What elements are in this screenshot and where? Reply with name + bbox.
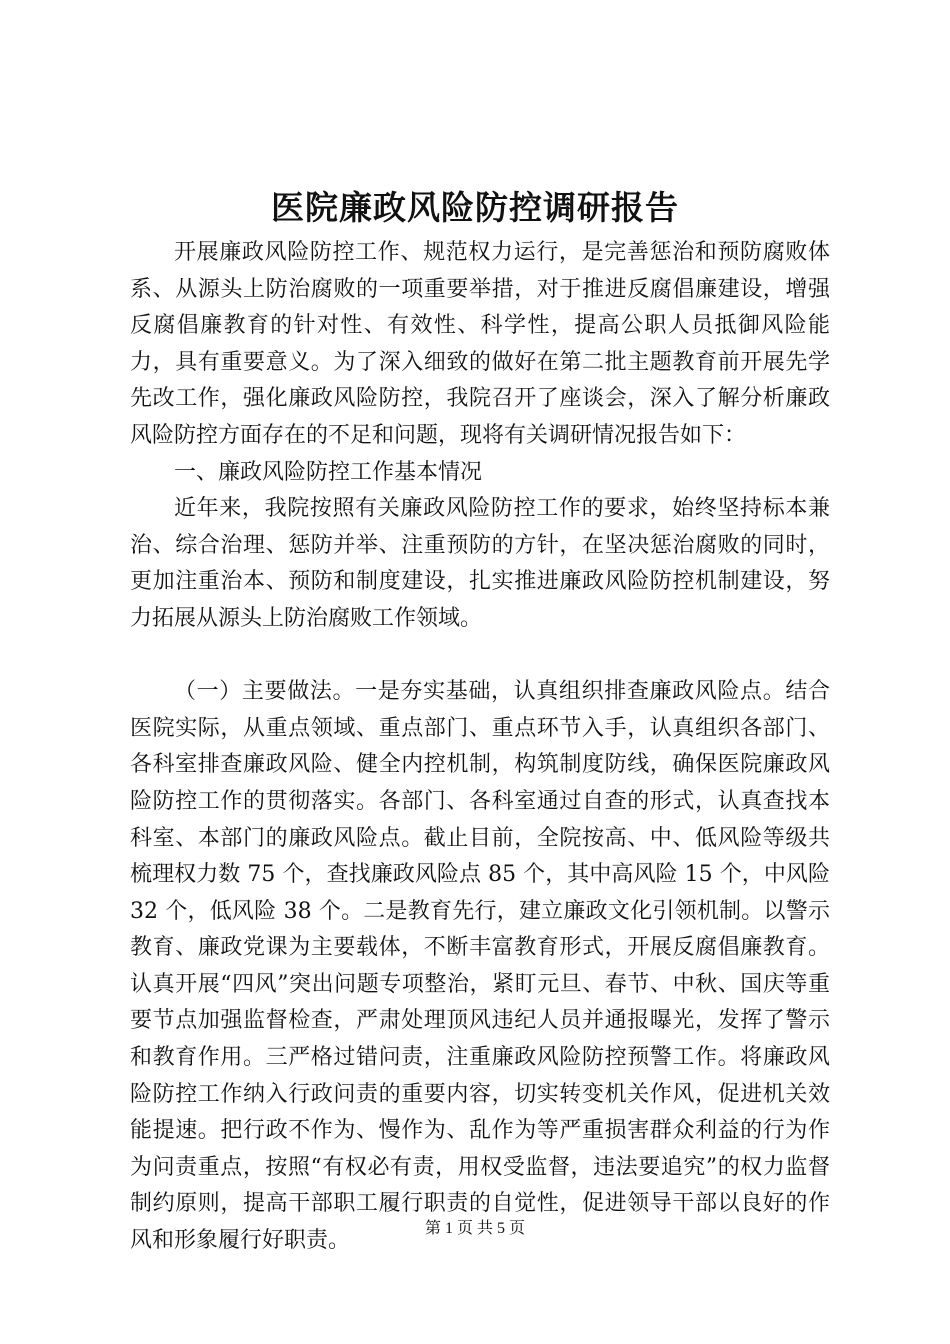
section-body-paragraph: 近年来，我院按照有关廉政风险防控工作的要求，始终坚持标本兼治、综合治理、惩防并举、注重预防的方针，在坚决惩治腐败的同时，更加注重治本、预防和制度建设，扎实推进廉政风险防控机制建设，努力拓展从源头上防治腐败工作领域。 — [130, 496, 830, 631]
document-title: 医院廉政风险防控调研报告 — [271, 188, 679, 227]
section-heading: 一、廉政风险防控工作基本情况 — [174, 459, 483, 485]
intro-paragraph: 开展廉政风险防控工作、规范权力运行，是完善惩治和预防腐败体系、从源头上防治腐败的一项重要举措，对于推进反腐倡廉建设，增强反腐倡廉教育的针对性、有效性、科学性，提高公职人员抵御风险能力，具有重要意义。为了深入细致的做好在第二批主题教育前开展先学先改工作，强化廉政风险防控，我院召开了座谈会，深入了解分析廉政风险防控方面存在的不足和问题，现将有关调研情况报告如下： — [130, 240, 830, 448]
paragraph-gap — [130, 638, 830, 675]
document-body — [130, 235, 830, 1260]
subsection-paragraph: （一）主要做法。一是夯实基础，认真组织排查廉政风险点。结合医院实际，从重点领域、重点部门、重点环节入手，认真组织各部门、各科室排查廉政风险、健全内控机制，构筑制度防线，确保医院廉政风险防控工作的贯彻落实。各部门、各科室通过自查的形式，认真查找本科室、本部门的廉政风险点。截止目前，全院按高、中、低风险等级共梳理权力数 75 个，查找廉政风险点 85 个，其中高风险 15 个，中风险 32 个，低风险 38 个。二是教育先行，建立廉政文化引领机制。以警示教育、廉政党课为主要载体，不断丰富教育形式，开展反腐倡廉教育。认真开展“四风”突出问题专项整治，紧盯元旦、春节、中秋、国庆等重要节点加强监督检查，严肃处理顶风违纪人员并通报曝光，发挥了警示和教育作用。三严格过错问责，注重廉政风险防控预警工作。将廉政风险防控工作纳入行政问责的重要内容，切实转变机关作风，促进机关效能提速。把行政不作为、慢作为、乱作为等严重损害群众利益的行为作为问责重点，按照“有权必有责，用权受监督，违法要追究”的权力监督制约原则，提高干部职工履行职责的自觉性，促进领导干部以良好的作风和形象履行好职责。 — [130, 679, 830, 1254]
page-footer: 第 1 页 共 5 页 — [424, 1220, 525, 1237]
